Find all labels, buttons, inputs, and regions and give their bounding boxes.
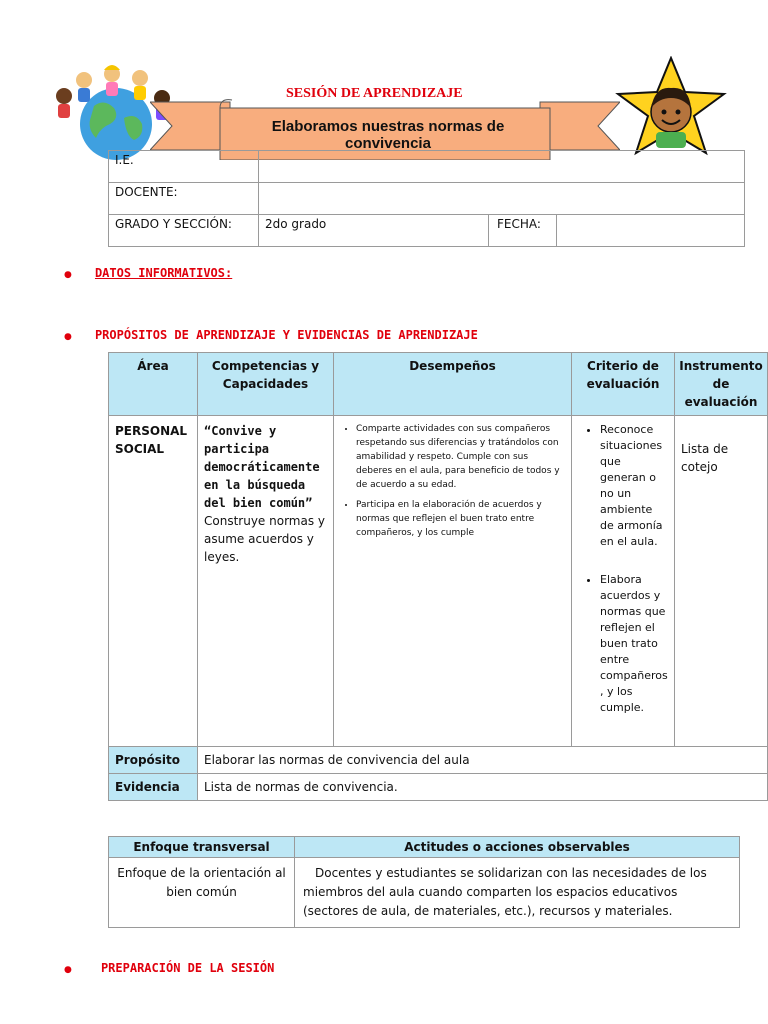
ribbon-line-1: Elaboramos nuestras normas de (271, 118, 505, 135)
header-competencias: Competencias y Capacidades (198, 353, 334, 416)
ribbon-line-2: convivencia (345, 135, 431, 152)
section-propositos-label: PROPÓSITOS DE APRENDIZAJE Y EVIDENCIAS DE APRENDIZAJE (94, 328, 478, 342)
ie-label: I.E. (109, 151, 259, 183)
desempeno-item: • Participa en la elaboración de acuerdos y normas que reflejen el buen trato entre compañeros, y los cumple (356, 498, 565, 540)
actitudes-cell: Docentes y estudiantes se solidarizan con las necesidades de los miembros del aula cuando comparten los espacios educativos (sectores de aula, de materiales, etc.), recursos y materiales. (295, 858, 740, 928)
competencia-text: “Convive y participa democráticamente en la búsqueda del bien común” (204, 424, 320, 510)
proposito-value: Elaborar las normas de convivencia del aula (198, 747, 768, 774)
fecha-value-cell (557, 215, 745, 247)
section-propositos (64, 324, 478, 343)
ribbon-title (238, 118, 538, 152)
header-desempenos: Desempeños (334, 353, 572, 416)
docente-value-cell (259, 183, 745, 215)
evidencia-label: Evidencia (109, 774, 198, 801)
criterio-item: • Reconoce situaciones que generan o no un ambiente de armonía en el aula. (600, 422, 668, 550)
header-criterio: Criterio de evaluación (572, 353, 675, 416)
area-cell: PERSONAL SOCIAL (109, 416, 198, 747)
fecha-label: FECHA: (489, 215, 557, 247)
header-area: Área (109, 353, 198, 416)
criterio-cell (572, 416, 675, 747)
bullet-icon: ● (64, 332, 72, 342)
competencias-cell (198, 416, 334, 747)
instrumento-cell: Lista de cotejo (675, 416, 768, 747)
header-instrumento: Instrumento de evaluación (675, 353, 768, 416)
proposito-label: Propósito (109, 747, 198, 774)
section-preparacion (64, 957, 274, 976)
info-table (108, 150, 745, 247)
desempenos-cell (334, 416, 572, 747)
star-boy-illustration (612, 56, 730, 156)
grado-label: GRADO Y SECCIÓN: (109, 215, 259, 247)
criterio-item: • Elabora acuerdos y normas que reflejen el buen trato entre compañeros , y los cumple. (600, 572, 668, 716)
bullet-icon: ● (64, 965, 72, 975)
bullet-icon: ● (64, 270, 72, 280)
section-datos (64, 262, 232, 281)
desempeno-item: • Comparte actividades con sus compañeros respetando sus diferencias y tratándolos con amabilidad y respeto. Cumple con sus deberes en el aula, para beneficio de todos y de acuerdo a su edad. (356, 422, 565, 492)
enfoque-table (108, 836, 740, 928)
grado-value: 2do grado (259, 215, 489, 247)
page-title: SESIÓN DE APRENDIZAJE (286, 86, 463, 101)
purpose-table (108, 352, 768, 801)
ie-value-cell (259, 151, 745, 183)
docente-label: DOCENTE: (109, 183, 259, 215)
section-datos-label: DATOS INFORMATIVOS: (94, 266, 233, 280)
header-enfoque: Enfoque transversal (109, 837, 295, 858)
evidencia-value: Lista de normas de convivencia. (198, 774, 768, 801)
header-actitudes: Actitudes o acciones observables (295, 837, 740, 858)
enfoque-cell: Enfoque de la orientación al bien común (109, 858, 295, 928)
capacidad-text: Construye normas y asume acuerdos y leyes. (204, 514, 326, 564)
section-preparacion-label: PREPARACIÓN DE LA SESIÓN (100, 961, 275, 975)
